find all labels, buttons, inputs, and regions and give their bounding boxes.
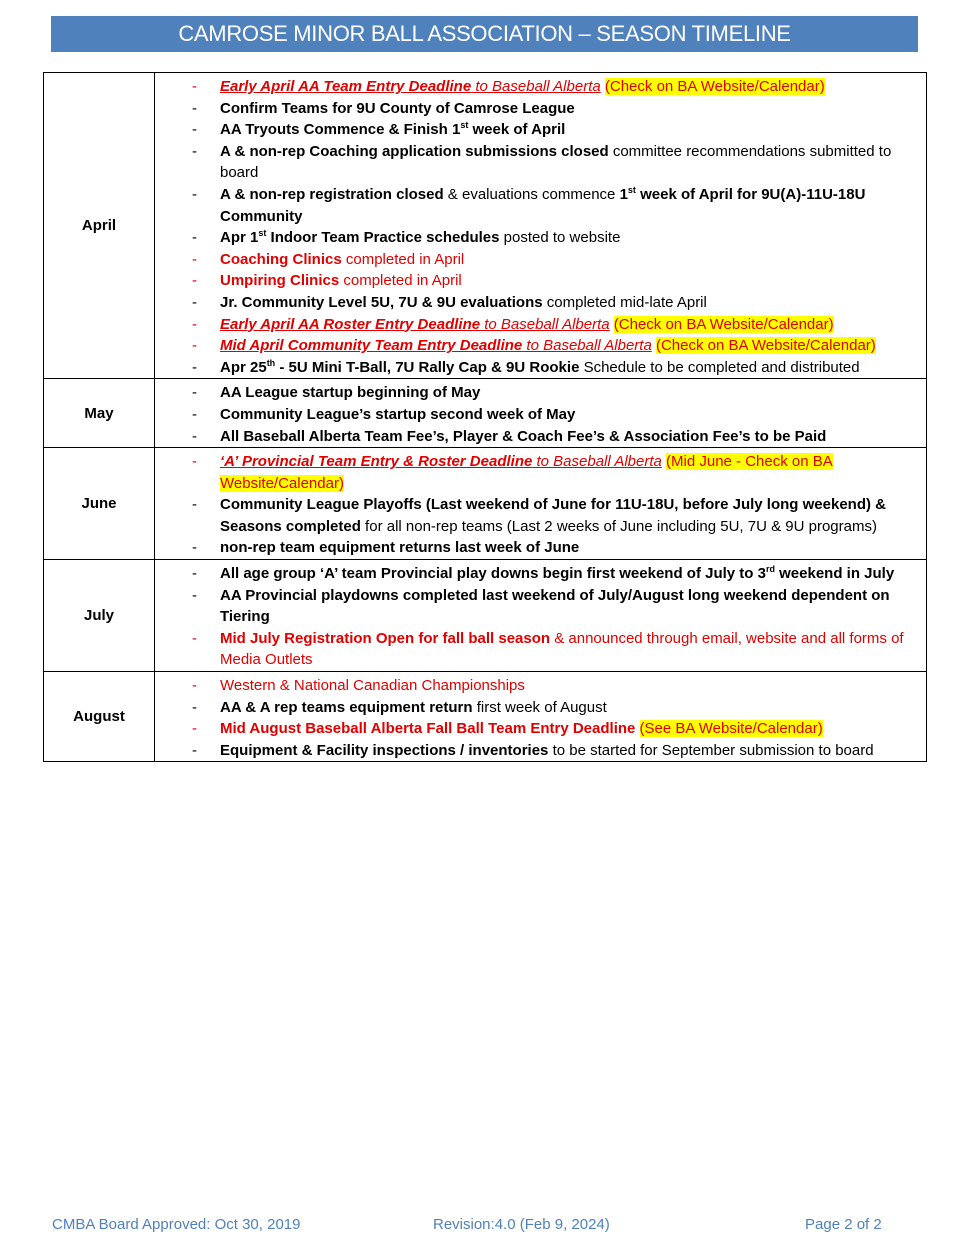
item-text: Western & National Canadian Championships (220, 677, 525, 695)
item-text: 1 (619, 185, 628, 203)
item-text: Apr 25 (220, 358, 267, 376)
timeline-item (155, 98, 926, 120)
item-text: Mid August Baseball Alberta Fall Ball Team Entry Deadline (220, 720, 636, 738)
timeline-item-list (155, 675, 926, 761)
timeline-item (155, 335, 926, 357)
item-text: Early April AA Team Entry Deadline (220, 78, 472, 95)
item-text: ‘A’ Provincial Team Entry & Roster Deadline (220, 453, 533, 471)
item-text: weekend in July (774, 565, 895, 583)
item-text: AA & A rep teams equipment return (220, 698, 473, 716)
item-text: A & non-rep registration closed (220, 185, 444, 203)
timeline-item (155, 292, 926, 314)
timeline-item (155, 314, 926, 336)
item-text: Early April AA Roster Entry Deadline (220, 315, 481, 333)
highlighted-note: (Check on BA Website/Calendar) (655, 337, 876, 355)
item-text: completed in April (339, 272, 462, 290)
highlighted-note: (Check on BA Website/Calendar) (613, 315, 834, 333)
timeline-item (155, 76, 926, 98)
item-text: Coaching Clinics (220, 250, 342, 268)
ordinal-suffix: st (460, 120, 469, 131)
ordinal-suffix: st (258, 228, 267, 239)
ordinal-suffix: st (627, 184, 636, 195)
footer-page-number: Page 2 of 2 (805, 1216, 882, 1233)
item-text: for all non-rep teams (Last 2 weeks of June including 5U, 7U & 9U programs) (360, 517, 877, 535)
month-row-june (44, 448, 927, 560)
item-text: Community League’s startup second week of May (220, 405, 576, 423)
item-text: to Baseball Alberta (480, 315, 610, 333)
month-label: June (44, 448, 155, 560)
month-label: May (44, 379, 155, 448)
timeline-item (155, 697, 926, 719)
item-text: AA League startup beginning of May (220, 384, 481, 402)
item-text: Indoor Team Practice schedules (266, 229, 500, 247)
item-text: to Baseball Alberta (532, 453, 662, 471)
month-row-august (44, 672, 927, 762)
timeline-item (155, 382, 926, 404)
item-text: Equipment & Facility inspections / inventories (220, 741, 549, 759)
timeline-item (155, 141, 926, 184)
item-text: & evaluations commence (443, 185, 620, 203)
item-text: non-rep team equipment returns last week of June (220, 539, 580, 557)
item-text: week of April for 9U(A)-11U-18U Community (220, 185, 866, 225)
item-text: completed mid-late April (542, 293, 707, 311)
timeline-item (155, 451, 926, 494)
item-text: Confirm Teams for 9U County of Camrose League (220, 99, 575, 117)
timeline-item-list (155, 563, 926, 671)
month-row-may (44, 379, 927, 448)
timeline-item (155, 585, 926, 628)
footer-approved: CMBA Board Approved: Oct 30, 2019 (52, 1216, 301, 1233)
month-label: August (44, 672, 155, 762)
item-text: - 5U Mini T-Ball, 7U Rally Cap & 9U Rookie (275, 358, 580, 376)
item-text: A & non-rep Coaching application submissions closed (220, 142, 609, 160)
highlighted-note: (See BA Website/Calendar) (639, 720, 823, 738)
item-text: to Baseball Alberta (522, 337, 652, 355)
item-text: Schedule to be completed and distributed (579, 358, 860, 376)
month-row-july (44, 560, 927, 672)
ordinal-suffix: rd (765, 564, 775, 575)
item-text: All Baseball Alberta Team Fee’s, Player & Coach Fee’s & Association Fee’s to be Paid (220, 427, 827, 445)
month-label: April (44, 73, 155, 379)
timeline-item (155, 249, 926, 271)
item-text: Apr 1 (220, 229, 259, 247)
item-text: first week of August (472, 698, 607, 716)
item-text: Mid April Community Team Entry Deadline (220, 337, 523, 355)
item-text: completed in April (341, 250, 465, 268)
item-text (635, 720, 639, 737)
item-text: to be started for September submission to board (548, 741, 874, 759)
timeline-item (155, 494, 926, 537)
timeline-item (155, 357, 926, 379)
timeline-item (155, 404, 926, 426)
timeline-item (155, 628, 926, 671)
month-items-cell (155, 560, 927, 672)
month-items-cell (155, 448, 927, 560)
highlighted-note: (Check on BA Website/Calendar) (604, 78, 825, 95)
month-label: July (44, 560, 155, 672)
document-title: CAMROSE MINOR BALL ASSOCIATION – SEASON TIMELINE (178, 21, 791, 46)
item-text: AA Tryouts Commence & Finish 1 (220, 121, 461, 139)
timeline-item (155, 184, 926, 227)
ordinal-suffix: th (266, 357, 276, 368)
item-text: Community League Playoffs (Last weekend of June for 11U-18U, before July long weekend) & Seasons completed (220, 496, 886, 535)
timeline-item-list (155, 382, 926, 447)
month-items-cell (155, 73, 927, 379)
item-text: Umpiring Clinics (220, 272, 340, 290)
timeline-item (155, 119, 926, 141)
timeline-item (155, 718, 926, 740)
timeline-item (155, 563, 926, 585)
month-items-cell (155, 379, 927, 448)
month-items-cell (155, 672, 927, 762)
item-text: Mid July Registration Open for fall ball season (220, 629, 551, 647)
season-timeline-table (43, 72, 927, 762)
timeline-item (155, 740, 926, 762)
item-text: Jr. Community Level 5U, 7U & 9U evaluations (220, 293, 543, 311)
footer-revision: Revision:4.0 (Feb 9, 2024) (433, 1216, 610, 1233)
timeline-item (155, 270, 926, 292)
item-text: week of April (468, 121, 566, 139)
timeline-body (44, 73, 927, 762)
item-text: committee recommendations submitted to board (220, 142, 892, 182)
item-text: All age group ‘A’ team Provincial play downs begin first weekend of July to 3 (220, 565, 766, 583)
item-text: & announced through email, website and all forms of Media Outlets (220, 629, 904, 669)
timeline-item (155, 537, 926, 559)
timeline-item (155, 426, 926, 448)
item-text: to Baseball Alberta (471, 78, 601, 95)
document-title-banner (51, 16, 918, 52)
month-row-april (44, 73, 927, 379)
timeline-item (155, 227, 926, 249)
highlighted-note: (Mid June - Check on BA Website/Calendar) (220, 453, 833, 492)
item-text: AA Provincial playdowns completed last weekend of July/August long weekend dependent on Tiering (220, 586, 890, 626)
timeline-item-list (155, 76, 926, 378)
timeline-item (155, 675, 926, 697)
timeline-item-list (155, 451, 926, 559)
item-text: posted to website (499, 229, 621, 247)
